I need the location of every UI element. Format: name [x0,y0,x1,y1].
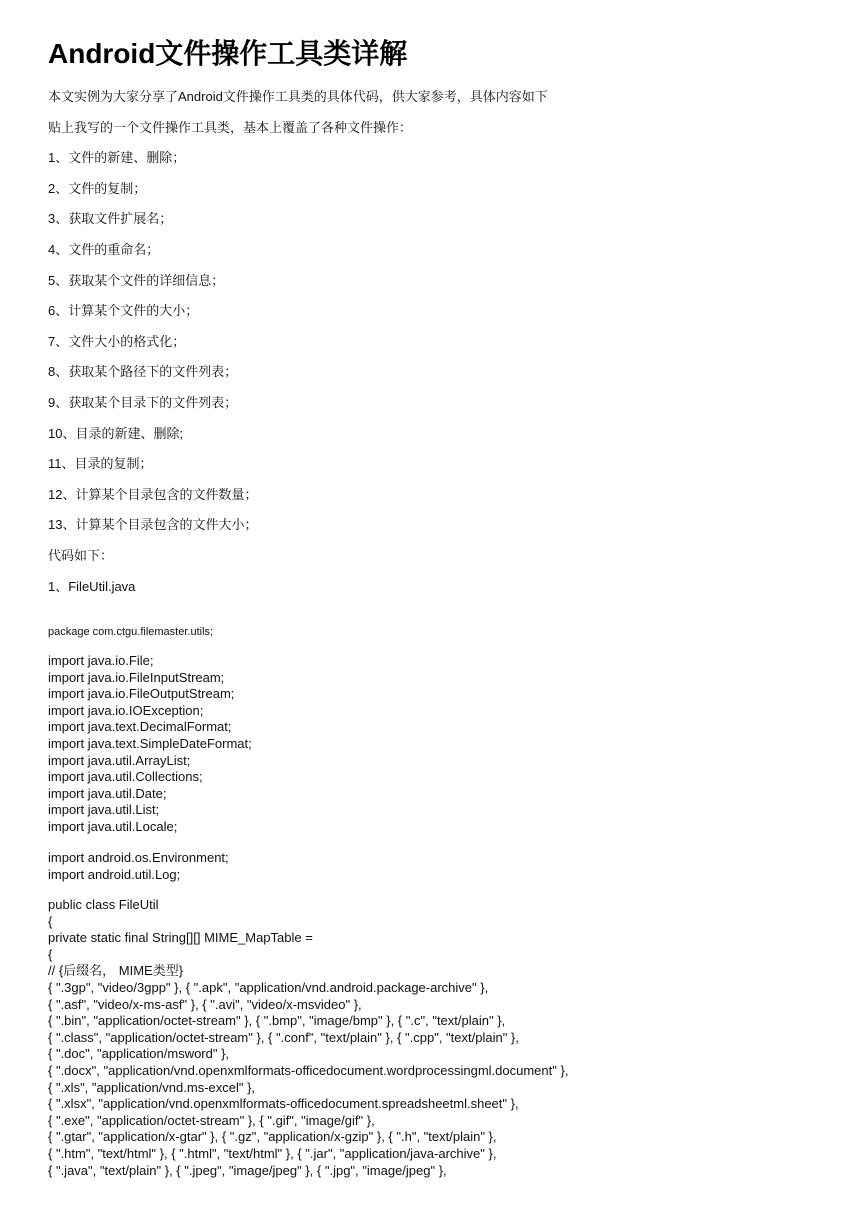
code-line: import java.io.IOException; [48,702,204,718]
class-code-block [48,897,848,1179]
intro-paragraph: 本文实例为大家分享了Android文件操作工具类的具体代码，供大家参考，具体内容如下 [48,89,548,104]
feature-item: 13、计算某个目录包含的文件大小； [48,517,258,533]
code-line: { ".java", "text/plain" }, { ".jpeg", "image/jpeg" }, { ".jpg", "image/jpeg" }, [48,1162,447,1178]
code-line: // {后缀名， MIME类型} [48,963,184,979]
feature-item: 8、获取某个路径下的文件列表； [48,364,238,380]
java-imports-block [48,653,848,836]
feature-item: 9、获取某个目录下的文件列表； [48,394,238,410]
feature-item: 4、文件的重命名； [48,241,160,257]
code-line: import java.text.DecimalFormat; [48,719,232,735]
code-intro: 代码如下： [48,547,114,563]
code-line: { ".docx", "application/vnd.openxmlformats-officedocument.wordprocessingml.document" }, [48,1062,569,1078]
file-heading: 1、FileUtil.java [48,578,136,594]
android-imports-block [48,850,848,883]
code-line: import java.util.Locale; [48,818,178,834]
feature-item: 11、目录的复制； [48,456,153,472]
code-line: { ".htm", "text/html" }, { ".html", "text/html" }, { ".jar", "application/java-archive" }, [48,1145,497,1161]
package-declaration: package com.ctgu.filemaster.utils; [48,626,214,638]
code-line: { ".gtar", "application/x-gtar" }, { ".gz", "application/x-gzip" }, { ".h", "text/plain" }, [48,1129,497,1145]
code-line: { ".bin", "application/octet-stream" }, { ".bmp", "image/bmp" }, { ".c", "text/plain" }, [48,1013,506,1029]
code-line: private static final String[][] MIME_MapTable = [48,930,313,946]
code-line: import android.os.Environment; [48,850,229,865]
feature-item: 3、获取文件扩展名； [48,211,173,227]
code-line: import java.io.FileInputStream; [48,669,225,685]
code-line: import java.util.Collections; [48,769,203,785]
code-line: { ".class", "application/octet-stream" }, { ".conf", "text/plain" }, { ".cpp", "text/plain" }, [48,1029,519,1045]
code-line: { [48,913,53,929]
feature-item: 2、文件的复制； [48,180,147,196]
page-title: Android文件操作工具类详解 [48,38,408,69]
code-line: import java.util.Date; [48,785,167,801]
code-line: import java.io.FileOutputStream; [48,686,235,702]
feature-item: 7、文件大小的格式化； [48,333,186,349]
code-line: { ".exe", "application/octet-stream" }, { ".gif", "image/gif" }, [48,1112,375,1128]
code-line: import java.io.File; [48,653,154,668]
code-line: import java.text.SimpleDateFormat; [48,735,252,751]
lead-paragraph: 贴上我写的一个文件操作工具类，基本上覆盖了各种文件操作： [48,119,413,135]
code-line: { ".doc", "application/msword" }, [48,1046,230,1062]
code-line: { [48,946,53,962]
code-line: { ".xls", "application/vnd.ms-excel" }, [48,1079,256,1095]
code-line: public class FileUtil [48,897,159,912]
code-line: { ".asf", "video/x-ms-asf" }, { ".avi", "video/x-msvideo" }, [48,996,362,1012]
feature-item: 1、文件的新建、删除； [48,150,186,166]
feature-item: 12、计算某个目录包含的文件数量； [48,486,258,502]
code-line: import java.util.List; [48,802,160,818]
feature-item: 10、目录的新建、删除; [48,425,184,441]
feature-item: 6、计算某个文件的大小； [48,303,199,319]
code-line: import java.util.ArrayList; [48,752,191,768]
code-line: { ".3gp", "video/3gpp" }, { ".apk", "application/vnd.android.package-archive" }, [48,979,489,995]
code-line: import android.util.Log; [48,866,181,882]
feature-item: 5、获取某个文件的详细信息； [48,272,225,288]
code-line: { ".xlsx", "application/vnd.openxmlformats-officedocument.spreadsheetml.sheet" }, [48,1096,519,1112]
article-body [48,88,828,608]
